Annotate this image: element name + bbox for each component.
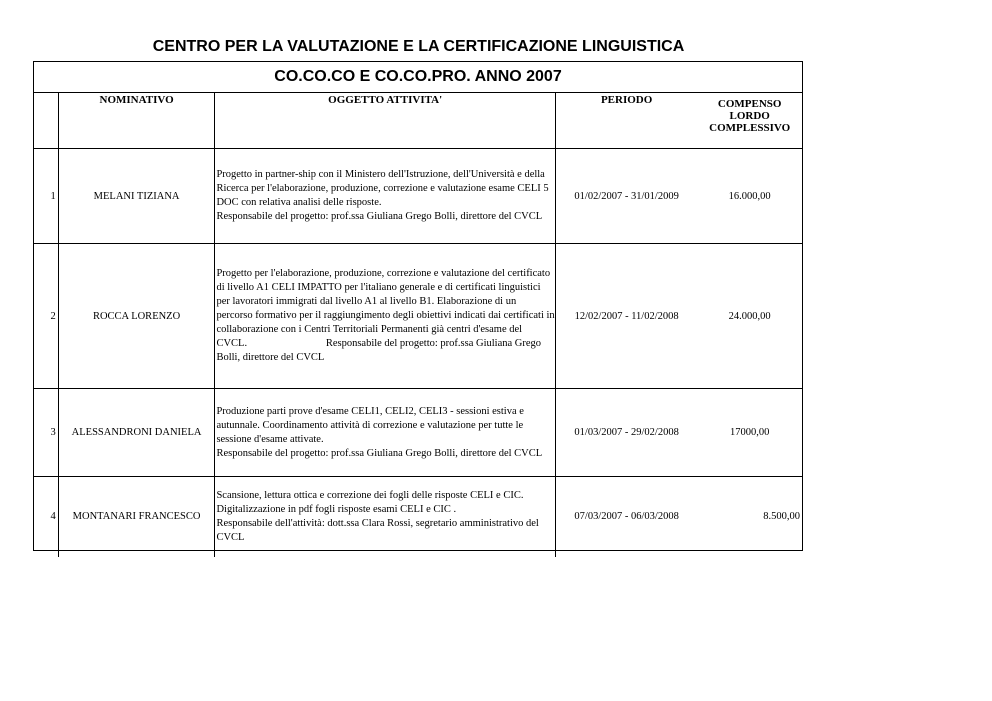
document-title: CENTRO PER LA VALUTAZIONE E LA CERTIFICAZIONE LINGUISTICA [152, 38, 685, 55]
row-pay: 8.500,00 [697, 477, 802, 557]
row-activity: Produzione parti prove d'esame CELI1, CELI2, CELI3 - sessioni estiva e autunnale. Coordinamento attività di correzione e valutazione per tutte le sessione d'esame attivate. Responsabile del progetto: prof.ssa Giuliana Grego Bolli, direttore del CVCL [215, 389, 555, 477]
header-index [34, 92, 58, 149]
row-number: 1 [34, 149, 58, 244]
row-name: ALESSANDRONI DANIELA [58, 389, 215, 477]
header-name: NOMINATIVO [58, 92, 215, 149]
row-number: 3 [34, 389, 58, 477]
row-number: 2 [34, 244, 58, 389]
row-name: MONTANARI FRANCESCO [58, 477, 215, 557]
table-subtitle: CO.CO.CO E CO.CO.PRO. ANNO 2007 [34, 62, 802, 93]
table-row [34, 477, 802, 557]
table-frame [33, 61, 803, 551]
row-activity: Scansione, lettura ottica e correzione dei fogli delle risposte CELI e CIC. Digitalizzazione in pdf fogli risposte esami CELI e CIC . Responsabile dell'attività: dott.ssa Clara Rossi, segretario amministrativo del CVCL [215, 477, 555, 557]
row-pay: 24.000,00 [697, 244, 802, 389]
row-period: 01/03/2007 - 29/02/2008 [555, 389, 697, 477]
table-row [34, 149, 802, 244]
row-period: 07/03/2007 - 06/03/2008 [555, 477, 697, 557]
header-activity: OGGETTO ATTIVITA' [215, 92, 555, 149]
header-period: PERIODO [600, 94, 653, 106]
table-header-row [34, 92, 802, 149]
contracts-table [34, 92, 802, 557]
row-name: ROCCA LORENZO [58, 244, 215, 389]
table-row [34, 244, 802, 389]
row-number: 4 [34, 477, 58, 557]
row-period: 01/02/2007 - 31/01/2009 [555, 149, 697, 244]
header-pay: COMPENSO LORDO COMPLESSIVO [709, 98, 791, 134]
row-activity: Progetto per l'elaborazione, produzione, correzione e valutazione del certificato di livello A1 CELI IMPATTO per l'italiano generale e di certificati linguistici per lavoratori immigrati dal livello A1 al livello B1. Elaborazione di un percorso formativo per il raggiungimento degli obiettivi indicati dai certificati in collaborazione con i Centri Territoriali Permanenti già centri d'esame del CVCL. Responsabile del progetto: prof.ssa Giuliana Grego Bolli, direttore del CVCL [215, 244, 555, 389]
row-pay: 17000,00 [697, 389, 802, 477]
table-row [34, 389, 802, 477]
row-period: 12/02/2007 - 11/02/2008 [555, 244, 697, 389]
row-pay: 16.000,00 [697, 149, 802, 244]
row-activity: Progetto in partner-ship con il Ministero dell'Istruzione, dell'Università e della Ricerca per l'elaborazione, produzione, correzione e valutazione esame CELI 5 DOC con relativa analisi delle risposte. Responsabile del progetto: prof.ssa Giuliana Grego Bolli, direttore del CVCL [215, 149, 555, 244]
row-name: MELANI TIZIANA [58, 149, 215, 244]
